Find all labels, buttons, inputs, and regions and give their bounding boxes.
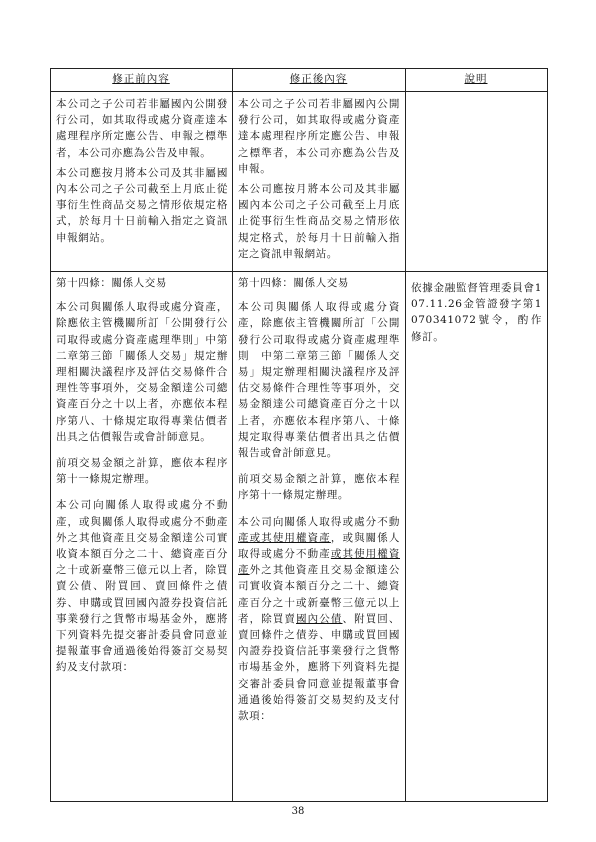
row2-after-article-title: 第十四條：關係人交易: [238, 277, 349, 289]
table-bottom-border: [50, 801, 548, 802]
row2-note-text: 依據金融監督管理委員會107.11.26金管證發字第1070341072號令，酌作修訂。: [411, 282, 542, 343]
amendment-underline-2: 或其使用權資產: [238, 548, 400, 577]
row2-before-paragraph-2: 前項交易金額之計算，應依本程序第十一條規定辦理。: [56, 457, 228, 486]
column-divider-1: [232, 68, 233, 802]
row1-before-paragraph-1: 本公司之子公司若非屬國內公開發行公司，如其取得或處分資產達本處理程序所定應公告、申報之標準者，本公司亦應為公告及申報。: [56, 98, 228, 159]
row1-before-paragraph-2: 本公司應按月將本公司及其非屬國內本公司之子公司截至上月底止從事衍生性商品交易之情形依規定格式，於每月十日前輸入指定之資訊申報網站。: [56, 166, 228, 244]
row2-before-article-title: 第十四條：關係人交易: [56, 277, 167, 289]
row2-after-cell: [238, 275, 400, 728]
header-before: 修正前內容: [112, 73, 170, 85]
page-number: 38: [291, 806, 305, 817]
table-right-border: [547, 68, 548, 802]
amendment-underline-3: 國內公債: [296, 612, 343, 625]
row2-after-paragraph-3: 本公司向關係人取得或處分不動產或其使用權資產，或與關係人取得或處分不動產或其使用權資產外之其他資產且交易金額達公司實收資本額百分之二十、總資產百分之十或新臺幣三億元以上者，除買賣國內公債、附買回、賣回條件之債券、申購或買回國內證券投資信託事業發行之貨幣市場基金外，應將下列資料先提交審計委員會同意並提報董事會通過後始得簽訂交易契約及支付款項：: [238, 515, 401, 723]
row2-note-cell: [411, 280, 542, 349]
row2-before-cell: [56, 275, 228, 680]
header-after: 修正後內容: [289, 73, 348, 85]
row2-after-paragraph-2: 前項交易金額之計算，應依本程序第十一條規定辦理。: [238, 473, 400, 502]
row1-before-cell: [56, 96, 228, 250]
row2-after-paragraph-1: 本公司與關係人取得或處分資產，除應依主管機關所訂「公開發行公司取得或處分資產處理準則 中第二章第三節「關係人交易」規定辦理相關決議程序及評估交易條件合理性等事項外，交易金額達公司總資產百分之十以上者，亦應依本程序第八、十條規定取得專業估價者出具之估價報告或會計師意見。: [238, 301, 400, 460]
table-left-border: [50, 68, 51, 802]
column-divider-2: [405, 68, 406, 802]
row1-after-paragraph-1: 本公司之子公司若非屬國內公開發行公司，如其取得或處分資產達本處理程序所定應公告、申報之標準者，本公司亦應為公告及申報。: [238, 98, 400, 175]
amendment-underline-1: 產或其使用權資產: [238, 531, 331, 544]
header-bottom-border: [50, 91, 548, 92]
row2-before-paragraph-1: 本公司與關係人取得或處分資產，除應依主管機關所訂「公開發行公司取得或處分資產處理準則」中第二章第三節「關係人交易」規定辦理相關決議程序及評估交易條件合理性等事項外，交易金額達公司總資產百分之十以上者，亦應依本程序第八、十條規定取得專業估價者出具之估價報告或會計師意見。: [56, 301, 228, 443]
header-note: 說明: [464, 73, 488, 85]
row1-after-paragraph-2: 本公司應按月將本公司及其非屬國內本公司之子公司截至上月底止從事衍生性商品交易之情形依規定格式，於每月十日前輸入指定之資訊申報網站。: [238, 183, 400, 260]
row2-before-paragraph-3: 本公司向關係人取得或處分不動產，或與關係人取得或處分不動產外之其他資產且交易金額達公司實收資本額百分之二十、總資產百分之十或新臺幣三億元以上者，除買賣公債、附買回、賣回條件之債券、申購或買回國內證券投資信託事業發行之貨幣市場基金外，應將下列資料先提交審計委員會同意並提報董事會通過後始得簽訂交易契約及支付款項：: [56, 499, 228, 674]
row-divider: [50, 271, 548, 272]
row1-after-cell: [238, 96, 400, 266]
